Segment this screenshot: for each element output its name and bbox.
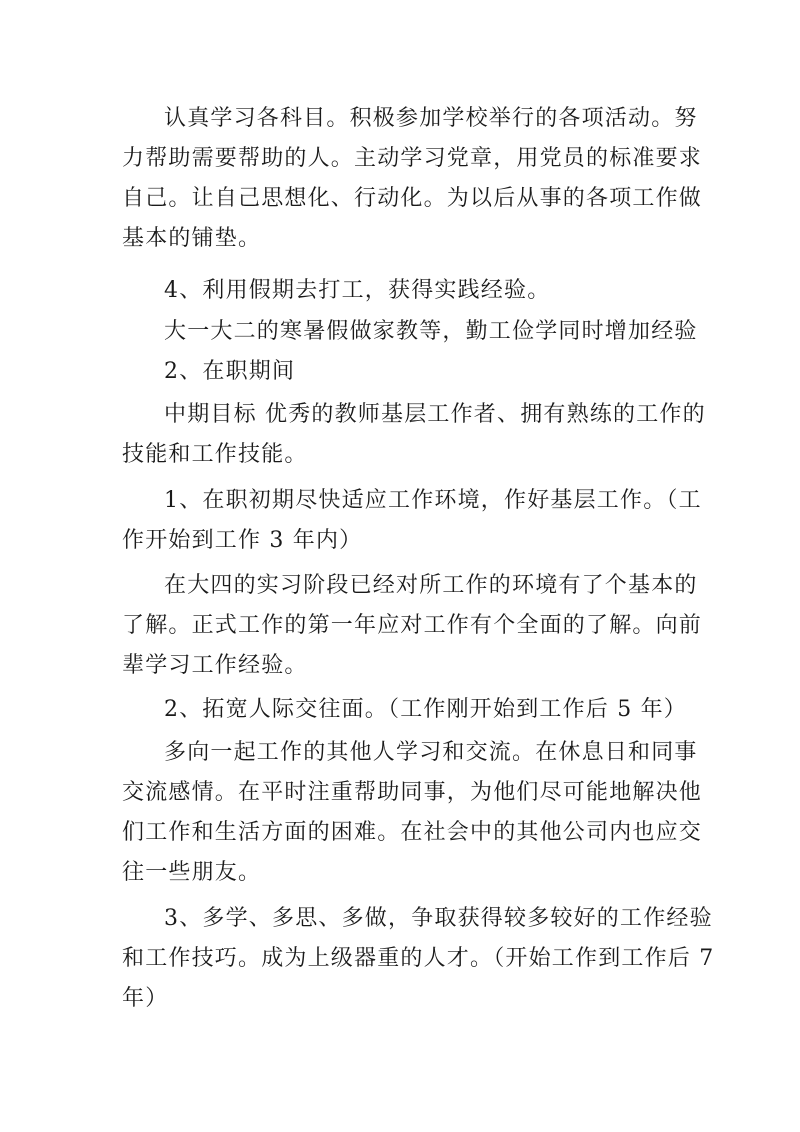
paragraph-line: 往一些朋友。 bbox=[122, 860, 262, 885]
paragraph-line: 3、多学、多思、多做，争取获得较多较好的工作经验 bbox=[164, 906, 713, 931]
paragraph-line: 作开始到工作 3 年内） bbox=[122, 528, 363, 553]
paragraph-line: 力帮助需要帮助的人。主动学习党章，用党员的标准要求 bbox=[122, 146, 703, 171]
paragraph-line: 多向一起工作的其他人学习和交流。在休息日和同事 bbox=[164, 740, 698, 765]
paragraph-line: 1、在职初期尽快适应工作环境，作好基层工作。（工 bbox=[164, 488, 702, 513]
paragraph-line: 和工作技巧。成为上级器重的人才。（开始工作到工作后 7 bbox=[122, 946, 715, 971]
section-heading: 2、在职期间 bbox=[164, 359, 296, 384]
paragraph-line: 大一大二的寒暑假做家教等，勤工俭学同时增加经验 bbox=[164, 319, 698, 344]
paragraph-line: 2、拓宽人际交往面。（工作刚开始到工作后 5 年） bbox=[164, 697, 687, 722]
paragraph-line: 自己。让自己思想化、行动化。为以后从事的各项工作做 bbox=[122, 186, 703, 211]
paragraph-line: 中期目标 优秀的教师基层工作者、拥有熟练的工作的 bbox=[164, 402, 706, 427]
paragraph-line: 们工作和生活方面的困难。在社会中的其他公司内也应交 bbox=[122, 820, 703, 845]
paragraph-line: 技能和工作技能。 bbox=[122, 442, 308, 467]
paragraph-line: 在大四的实习阶段已经对所工作的环境有了个基本的 bbox=[164, 573, 698, 598]
paragraph-line: 交流感情。在平时注重帮助同事，为他们尽可能地解决他 bbox=[122, 780, 703, 805]
paragraph-line: 年） bbox=[122, 986, 169, 1011]
paragraph-line: 基本的铺垫。 bbox=[122, 226, 262, 251]
paragraph-line: 了解。正式工作的第一年应对工作有个全面的了解。向前 bbox=[122, 613, 703, 638]
paragraph-line: 认真学习各科目。积极参加学校举行的各项活动。努 bbox=[164, 106, 698, 131]
paragraph-line: 辈学习工作经验。 bbox=[122, 653, 308, 678]
paragraph-line: 4、利用假期去打工，获得实践经验。 bbox=[164, 278, 551, 303]
